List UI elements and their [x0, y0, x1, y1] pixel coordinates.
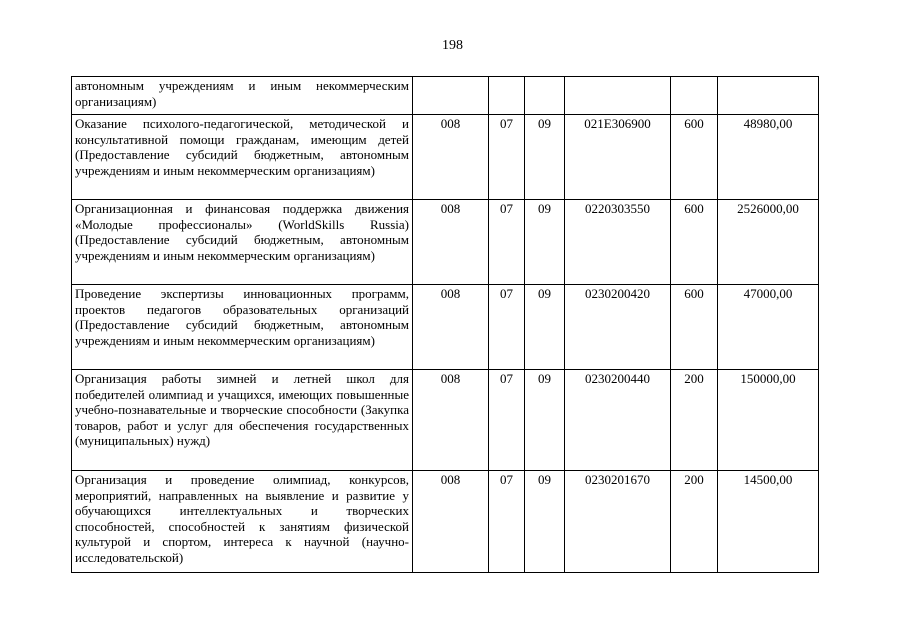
- subsection-code-cell: 09: [525, 285, 565, 370]
- section-code-cell: 07: [489, 471, 525, 573]
- description-cell: Проведение экспертизы инновационных программ, проектов педагогов образовательных организаций (Предоставление субсидий бюджетным, автономным учреждениям и иным некоммерческим организациям): [72, 285, 413, 370]
- ministry-code-cell: 008: [413, 285, 489, 370]
- section-code-cell: 07: [489, 370, 525, 471]
- amount-cell: 14500,00: [718, 471, 819, 573]
- section-code-cell: 07: [489, 115, 525, 200]
- ministry-code-cell: 008: [413, 200, 489, 285]
- table-row: [72, 115, 819, 200]
- amount-cell: 48980,00: [718, 115, 819, 200]
- ministry-code-cell: 008: [413, 370, 489, 471]
- target-article-cell: 0230200420: [565, 285, 671, 370]
- section-code-cell: 07: [489, 285, 525, 370]
- ministry-code-cell: 008: [413, 471, 489, 573]
- amount-cell: 150000,00: [718, 370, 819, 471]
- expense-type-cell: 600: [671, 115, 718, 200]
- description-cell: автономным учреждениям и иным некоммерческим организациям): [72, 77, 413, 115]
- expense-type-cell: 200: [671, 370, 718, 471]
- amount-cell: 2526000,00: [718, 200, 819, 285]
- amount-cell: 47000,00: [718, 285, 819, 370]
- table-row: [72, 471, 819, 573]
- subsection-code-cell: 09: [525, 115, 565, 200]
- subsection-code-cell: 09: [525, 370, 565, 471]
- description-cell: Организационная и финансовая поддержка движения «Молодые профессионалы» (WorldSkills Russia) (Предоставление субсидий бюджетным, автономным учреждениям и иным некоммерческим организациям): [72, 200, 413, 285]
- description-cell: Организация работы зимней и летней школ для победителей олимпиад и учащихся, имеющих повышенные учебно-познавательные и творческие способности (Закупка товаров, работ и услуг для обеспечения государственных (муниципальных) нужд): [72, 370, 413, 471]
- amount-cell: [718, 77, 819, 115]
- target-article-cell: 0220303550: [565, 200, 671, 285]
- description-cell: Оказание психолого-педагогической, методической и консультативной помощи гражданам, имеющим детей (Предоставление субсидий бюджетным, автономным учреждениям и иным некоммерческим организациям): [72, 115, 413, 200]
- ministry-code-cell: 008: [413, 115, 489, 200]
- expense-type-cell: 600: [671, 285, 718, 370]
- table-row: [72, 77, 819, 115]
- table-row: [72, 200, 819, 285]
- target-article-cell: [565, 77, 671, 115]
- expense-type-cell: 600: [671, 200, 718, 285]
- ministry-code-cell: [413, 77, 489, 115]
- subsection-code-cell: [525, 77, 565, 115]
- section-code-cell: [489, 77, 525, 115]
- section-code-cell: 07: [489, 200, 525, 285]
- subsection-code-cell: 09: [525, 200, 565, 285]
- table-row: [72, 370, 819, 471]
- description-cell: Организация и проведение олимпиад, конкурсов, мероприятий, направленных на выявление и развитие у обучающихся интеллектуальных и творческих способностей, способностей к занятиям физической культурой и спортом, интереса к научной (научно-исследовательской): [72, 471, 413, 573]
- target-article-cell: 0230201670: [565, 471, 671, 573]
- table-row: [72, 285, 819, 370]
- target-article-cell: 0230200440: [565, 370, 671, 471]
- budget-table: [71, 76, 819, 573]
- expense-type-cell: 200: [671, 471, 718, 573]
- subsection-code-cell: 09: [525, 471, 565, 573]
- expense-type-cell: [671, 77, 718, 115]
- page-number: 198: [442, 38, 463, 53]
- target-article-cell: 021E306900: [565, 115, 671, 200]
